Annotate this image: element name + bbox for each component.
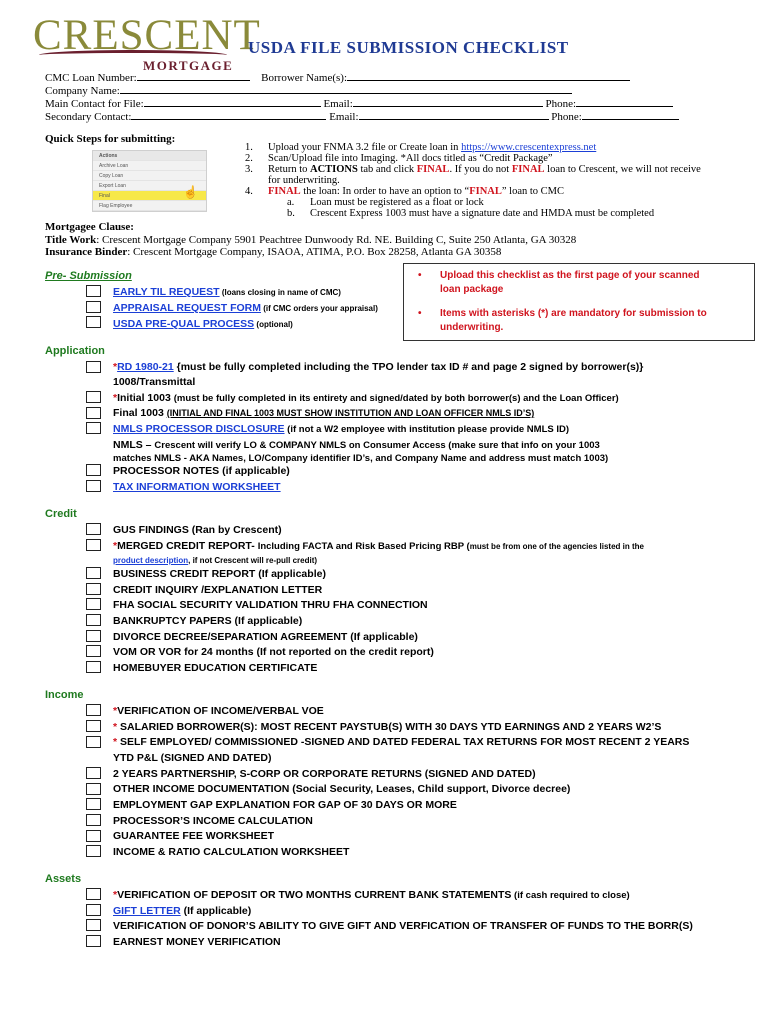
checkbox[interactable] [86, 480, 101, 492]
step-4 [245, 186, 701, 197]
main-phone-field[interactable] [576, 97, 673, 107]
borrower-label: Borrower Name(s): [261, 72, 348, 84]
checkbox[interactable] [86, 630, 101, 642]
item-business-credit: BUSINESS CREDIT REPORT (If applicable) [113, 568, 326, 580]
bullet-icon: • [418, 270, 422, 281]
checkbox[interactable] [86, 704, 101, 716]
product-description-link[interactable]: product description [113, 556, 189, 565]
item-salaried: * SALARIED BORROWER(S): MOST RECENT PAYSTUB(S) WITH 30 DAYS YTD EARNINGS AND 2 YEARS W2’S [113, 721, 662, 733]
checkbox[interactable] [86, 904, 101, 916]
checkbox[interactable] [86, 661, 101, 673]
checkbox[interactable] [86, 919, 101, 931]
item-partnership-returns: 2 YEARS PARTNERSHIP, S-CORP OR CORPORATE RETURNS (SIGNED AND DATED) [113, 768, 536, 780]
checkbox[interactable] [86, 736, 101, 748]
email-label-2: Email: [329, 111, 359, 123]
info-row-3 [45, 97, 673, 111]
info-row-2 [45, 84, 572, 98]
step-number: 4. [245, 186, 253, 197]
substep-text: Loan must be registered as a float or lock [310, 197, 484, 208]
item-usda-prequal: USDA PRE-QUAL PROCESS (optional) [113, 318, 293, 330]
item-employment-gap: EMPLOYMENT GAP EXPLANATION FOR GAP OF 30 DAYS OR MORE [113, 799, 457, 811]
menu-item: Actions [93, 151, 206, 161]
checkbox[interactable] [86, 888, 101, 900]
step-text: Scan/Upload file into Imaging. *All docs titled as “Credit Package” [268, 153, 553, 164]
info-row-4 [45, 110, 679, 124]
early-til-link[interactable]: EARLY TIL REQUEST [113, 286, 220, 298]
item-divorce-decree: DIVORCE DECREE/SEPARATION AGREEMENT (If applicable) [113, 631, 418, 643]
insurance-binder-line: Insurance Binder: Crescent Mortgage Company, ISAOA, ATIMA, P.O. Box 28258, Atlanta GA 30358 [45, 246, 502, 258]
hand-cursor-icon: ☝ [183, 185, 198, 199]
phone-label: Phone: [545, 98, 577, 110]
step-number: 2. [245, 153, 253, 164]
menu-item: Archive Loan [93, 161, 206, 171]
note-2: • Items with asterisks (*) are mandatory for submission to underwriting. [418, 308, 707, 333]
step-2 [245, 153, 701, 164]
tax-info-link[interactable]: TAX INFORMATION WORKSHEET [113, 481, 281, 493]
item-tax-info-worksheet [113, 481, 281, 494]
step-text: FINAL the loan: In order to have an option to “FINAL” loan to CMC [268, 186, 565, 197]
item-other-income: OTHER INCOME DOCUMENTATION (Social Security, Leases, Child support, Divorce decree) [113, 783, 571, 795]
bullet-icon: • [418, 308, 422, 319]
crescent-express-link[interactable]: https://www.crescentexpress.net [461, 142, 597, 153]
step-3 [245, 164, 701, 175]
company-field[interactable] [120, 84, 572, 94]
item-merged-credit: *MERGED CREDIT REPORT- Including FACTA and Risk Based Pricing RBP (must be from one of the agencies listed in the [113, 540, 644, 552]
checkbox[interactable] [86, 830, 101, 842]
checkbox[interactable] [86, 598, 101, 610]
step-text: for underwriting. [268, 175, 340, 186]
item-verification-deposit: *VERIFICATION OF DEPOSIT OR TWO MONTHS CURRENT BANK STATEMENTS (if cash required to close) [113, 889, 630, 901]
checkbox[interactable] [86, 407, 101, 419]
email-label: Email: [323, 98, 353, 110]
item-earnest-money: EARNEST MONEY VERIFICATION [113, 936, 281, 948]
important-notes-box [403, 263, 755, 341]
checkbox[interactable] [86, 935, 101, 947]
item-gift-letter: GIFT LETTER (If applicable) [113, 905, 252, 917]
checkbox[interactable] [86, 422, 101, 434]
item-guarantee-fee: GUARANTEE FEE WORKSHEET [113, 830, 275, 842]
item-credit-inquiry: CREDIT INQUIRY /EXPLANATION LETTER [113, 584, 323, 596]
mortgagee-clause-heading: Mortgagee Clause: [45, 221, 134, 233]
section-credit: Credit [45, 508, 77, 520]
item-initial-1003: *Initial 1003 (must be fully completed in its entirety and signed/dated by both borrower(s) and the Loan Officer) [113, 392, 619, 404]
document-title: USDA FILE SUBMISSION CHECKLIST [248, 38, 569, 57]
item-appraisal-request: APPRAISAL REQUEST FORM (if CMC orders your appraisal) [113, 302, 378, 314]
checkbox[interactable] [86, 798, 101, 810]
rd-1980-21-link[interactable]: RD 1980-21 [117, 361, 174, 373]
section-pre-submission: Pre- Submission [45, 270, 132, 282]
item-early-til: EARLY TIL REQUEST (loans closing in name of CMC) [113, 286, 341, 298]
item-homebuyer-education: HOMEBUYER EDUCATION CERTIFICATE [113, 662, 318, 674]
secondary-email-field[interactable] [359, 110, 549, 120]
main-contact-label: Main Contact for File: [45, 98, 144, 110]
step-1 [245, 142, 701, 153]
step-number: 3. [245, 164, 253, 175]
checkbox[interactable] [86, 814, 101, 826]
substep-letter: b. [287, 208, 295, 219]
substep-text: Crescent Express 1003 must have a signature date and HMDA must be completed [310, 208, 655, 219]
checkbox[interactable] [86, 583, 101, 595]
item-final-1003: Final 1003 (INITIAL AND FINAL 1003 MUST SHOW INSTITUTION AND LOAN OFFICER NMLS ID’S) [113, 407, 535, 419]
item-nmls-processor: NMLS PROCESSOR DISCLOSURE (if not a W2 employee with institution please provide NMLS ID) [113, 423, 570, 435]
logo-wordmark: CRESCENT [33, 12, 261, 59]
section-application: Application [45, 345, 105, 357]
checkbox[interactable] [86, 614, 101, 626]
actions-menu-screenshot [92, 150, 207, 212]
item-1008-transmittal: 1008/Transmittal [113, 376, 196, 388]
usda-prequal-link[interactable]: USDA PRE-QUAL PROCESS [113, 318, 255, 330]
checkbox[interactable] [86, 567, 101, 579]
quick-steps-list [245, 142, 701, 219]
substep-letter: a. [287, 197, 295, 208]
crescent-logo [33, 12, 261, 73]
item-fha-ss-validation: FHA SOCIAL SECURITY VALIDATION THRU FHA CONNECTION [113, 599, 428, 611]
step-text: Return to ACTIONS tab and click FINAL. If you do not FINAL loan to Crescent, we will not receive [268, 164, 701, 175]
item-gus-findings: GUS FINDINGS (Ran by Crescent) [113, 524, 282, 536]
section-assets: Assets [45, 873, 82, 885]
step-3-continued [245, 175, 701, 186]
item-bankruptcy: BANKRUPTCY PAPERS (If applicable) [113, 615, 303, 627]
section-income: Income [45, 689, 84, 701]
item-voe: *VERIFICATION OF INCOME/VERBAL VOE [113, 705, 324, 717]
item-merged-credit-continued: product description, if not Crescent will re-pull credit) [113, 556, 318, 565]
secondary-phone-field[interactable] [582, 110, 679, 120]
checkbox[interactable] [86, 285, 101, 297]
item-self-employed: * SELF EMPLOYED/ COMMISSIONED -SIGNED AND DATED FEDERAL TAX RETURNS FOR MOST RECENT 2 YEARS [113, 736, 690, 748]
main-email-field[interactable] [353, 97, 543, 107]
logo-subtitle: MORTGAGE [143, 58, 234, 73]
menu-item: Flag Employee [93, 201, 206, 211]
checkbox[interactable] [86, 783, 101, 795]
menu-item: Export Loan [93, 181, 206, 191]
company-label: Company Name: [45, 85, 120, 97]
borrower-field[interactable] [347, 71, 630, 81]
appraisal-request-link[interactable]: APPRAISAL REQUEST FORM [113, 302, 261, 314]
item-nmls: NMLS – Crescent will verify LO & COMPANY NMLS on Consumer Access (make sure that info on your 1003 [113, 439, 600, 451]
loan-number-label: CMC Loan Number: [45, 72, 137, 84]
item-vom-vor: VOM OR VOR for 24 months (If not reported on the credit report) [113, 646, 434, 658]
item-donor-ability: VERIFICATION OF DONOR’S ABILITY TO GIVE GIFT AND VERFICATION OF TRANSFER OF FUNDS TO THE BORR(S) [113, 920, 693, 932]
title-work-line: Title Work: Crescent Mortgage Company 5901 Peachtree Dunwoody Rd. NE. Building C, Suite 250 Atlanta, GA 30328 [45, 234, 577, 246]
item-rd-1980-21: *RD 1980-21 {must be fully completed including the TPO lender tax ID # and page 2 signed by borrower(s)} [113, 361, 644, 373]
checkbox[interactable] [86, 464, 101, 476]
note-1: • Upload this checklist as the first page of your scanned loan package [418, 270, 700, 295]
item-processor-notes: PROCESSOR NOTES (if applicable) [113, 465, 290, 477]
item-ratio-worksheet: INCOME & RATIO CALCULATION WORKSHEET [113, 846, 350, 858]
step-number: 1. [245, 142, 253, 153]
checkbox[interactable] [86, 539, 101, 551]
step-4b [245, 208, 701, 219]
menu-item: Copy Loan [93, 171, 206, 181]
item-ytd-pl: YTD P&L (SIGNED AND DATED) [113, 752, 272, 764]
checkbox[interactable] [86, 316, 101, 328]
loan-number-field[interactable] [137, 71, 250, 81]
phone-label-2: Phone: [551, 111, 582, 123]
checkbox[interactable] [86, 523, 101, 535]
checkbox[interactable] [86, 301, 101, 313]
secondary-contact-label: Secondary Contact: [45, 111, 132, 123]
secondary-contact-field[interactable] [131, 110, 326, 120]
info-row-1 [45, 71, 630, 85]
step-4a [245, 197, 701, 208]
quick-steps-label: Quick Steps for submitting: [45, 133, 176, 145]
item-income-calculation: PROCESSOR’S INCOME CALCULATION [113, 815, 313, 827]
step-text: Upload your FNMA 3.2 file or Create loan in [268, 142, 459, 153]
checkbox[interactable] [86, 720, 101, 732]
checkbox[interactable] [86, 391, 101, 403]
checkbox[interactable] [86, 845, 101, 857]
main-contact-field[interactable] [144, 97, 321, 107]
item-nmls-continued: matches NMLS - AKA Names, LO/Company identifier ID’s, and Company Name and address must match 1003) [113, 453, 609, 464]
gift-letter-link[interactable]: GIFT LETTER [113, 905, 181, 917]
checkbox[interactable] [86, 767, 101, 779]
menu-item-final: Final [93, 191, 206, 201]
nmls-processor-link[interactable]: NMLS PROCESSOR DISCLOSURE [113, 423, 285, 435]
checkbox[interactable] [86, 645, 101, 657]
checkbox[interactable] [86, 361, 101, 373]
